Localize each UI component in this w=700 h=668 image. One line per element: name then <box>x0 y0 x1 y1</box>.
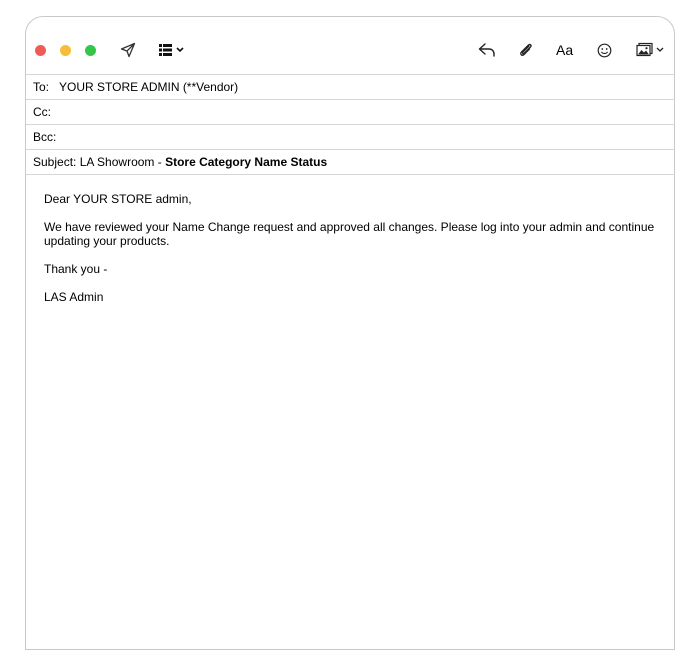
font-icon[interactable]: Aa <box>556 42 574 58</box>
body-greeting: Dear YOUR STORE admin, <box>44 192 192 206</box>
compose-window <box>25 16 675 650</box>
to-label: To: <box>33 80 50 94</box>
subject-prefix: LA Showroom - <box>79 155 166 169</box>
photo-browser-icon[interactable] <box>636 41 668 59</box>
subject-field[interactable] <box>26 149 674 175</box>
to-recipient[interactable]: YOUR STORE ADMIN (**Vendor) <box>59 80 239 94</box>
reply-icon[interactable] <box>478 41 496 59</box>
body-paragraph: We have reviewed your Name Change request and approved all changes. Please log into your admin and continue updating your products. <box>44 220 655 248</box>
body-thanks: Thank you - <box>44 262 108 276</box>
cc-field[interactable] <box>26 99 674 124</box>
cc-label: Cc: <box>33 105 51 119</box>
bcc-field[interactable] <box>26 124 674 149</box>
close-window-button[interactable] <box>35 45 46 56</box>
emoji-icon[interactable] <box>597 41 612 59</box>
minimize-window-button[interactable] <box>60 45 71 56</box>
send-icon[interactable] <box>120 41 136 59</box>
toolbar <box>26 17 674 74</box>
message-body[interactable] <box>44 192 664 318</box>
attach-icon[interactable] <box>518 41 534 59</box>
subject-bold-text: Store Category Name Status <box>165 155 328 169</box>
to-field[interactable] <box>26 74 674 99</box>
subject-label: Subject: <box>33 155 77 169</box>
bcc-label: Bcc: <box>33 130 57 144</box>
body-signature: LAS Admin <box>44 290 104 304</box>
layout-menu-icon[interactable] <box>158 41 186 59</box>
zoom-window-button[interactable] <box>85 45 96 56</box>
